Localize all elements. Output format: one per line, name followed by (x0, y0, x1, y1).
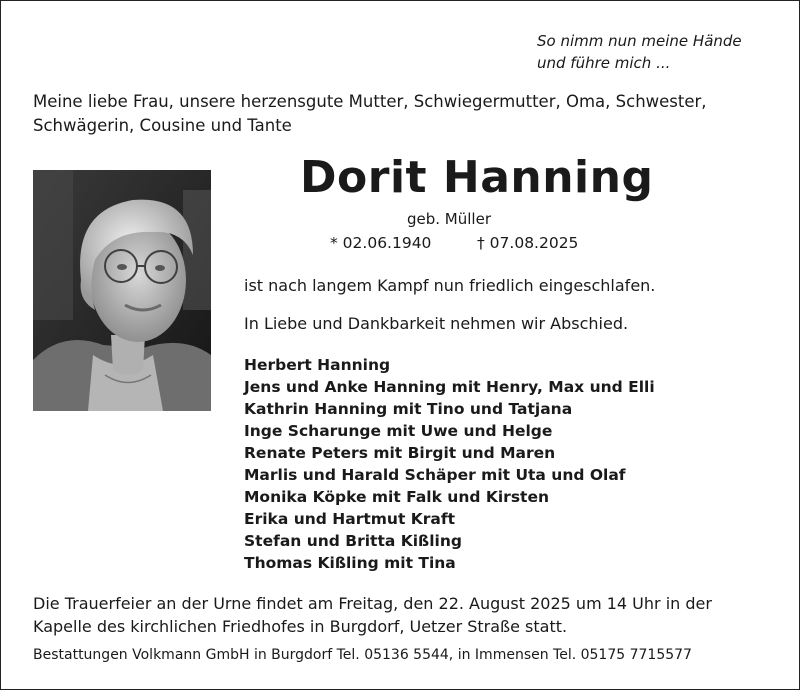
family-member: Erika und Hartmut Kraft (244, 510, 456, 528)
family-member: Monika Köpke mit Falk und Kirsten (244, 488, 550, 506)
service-info (33, 592, 778, 638)
family-member: Marlis und Harald Schäper mit Uta und Olaf (244, 466, 626, 484)
undertaker-info: Bestattungen Volkmann GmbH in Burgdorf Tel. 05136 5544, in Immensen Tel. 05175 7715577 (33, 647, 692, 663)
family-member: Herbert Hanning (244, 356, 391, 374)
intro-line-2: Schwägerin, Cousine und Tante (33, 116, 292, 135)
family-member: Renate Peters mit Birgit und Maren (244, 444, 556, 462)
family-member: Kathrin Hanning mit Tino und Tatjana (244, 400, 573, 418)
farewell-message: In Liebe und Dankbarkeit nehmen wir Abschied. (244, 314, 629, 333)
service-line-1: Die Trauerfeier an der Urne findet am Freitag, den 22. August 2025 um 14 Uhr in der (33, 594, 712, 613)
birth-date: * 02.06.1940 (330, 234, 432, 252)
family-member: Stefan und Britta Kißling (244, 532, 462, 550)
intro-line-1: Meine liebe Frau, unsere herzensgute Mutter, Schwiegermutter, Oma, Schwester, (33, 92, 707, 111)
family-list (244, 354, 655, 574)
service-line-2: Kapelle des kirchlichen Friedhofes in Burgdorf, Uetzer Straße statt. (33, 617, 568, 636)
family-member: Inge Scharunge mit Uwe und Helge (244, 422, 553, 440)
quote-line-1: So nimm nun meine Hände (537, 32, 742, 50)
quote-line-2: und führe mich ... (537, 54, 671, 72)
family-member: Jens und Anke Hanning mit Henry, Max und Elli (244, 378, 655, 396)
quote (537, 30, 742, 74)
death-date: † 07.08.2025 (477, 234, 579, 252)
family-member: Thomas Kißling mit Tina (244, 554, 456, 572)
intro-text (33, 90, 773, 138)
maiden-name: geb. Müller (407, 210, 491, 228)
portrait-image (33, 170, 211, 411)
passing-message: ist nach langem Kampf nun friedlich eingeschlafen. (244, 276, 656, 295)
deceased-name: Dorit Hanning (300, 152, 654, 203)
portrait-photo (33, 170, 211, 411)
